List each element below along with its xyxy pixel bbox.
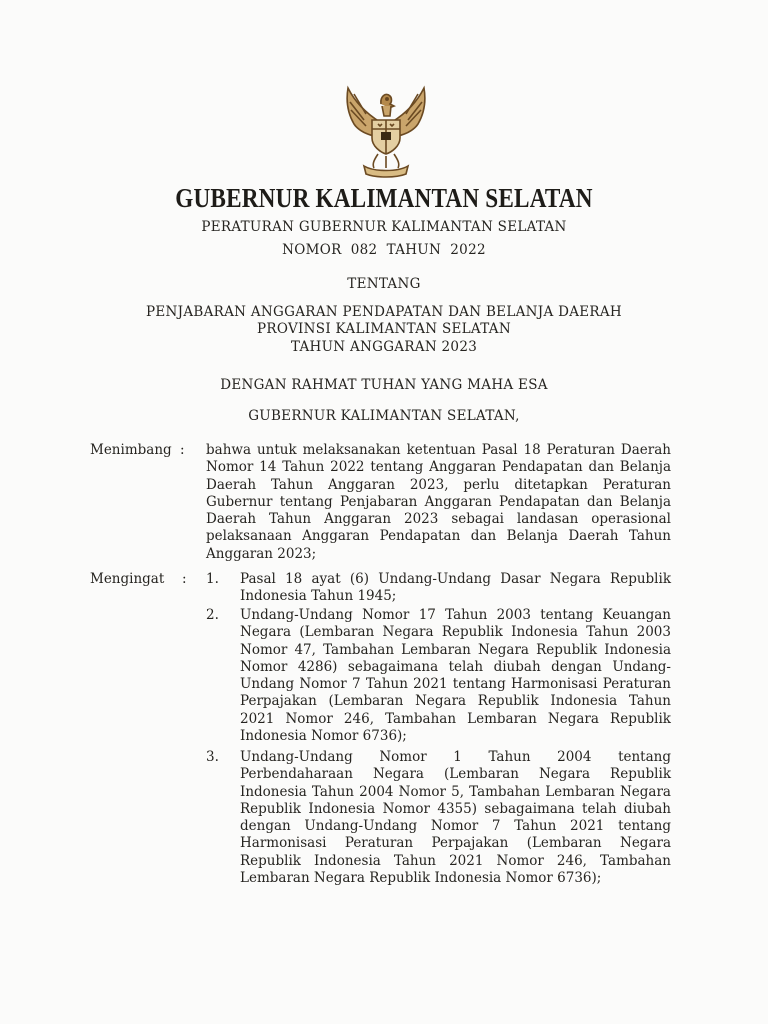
mengingat-label: Mengingat bbox=[90, 571, 165, 587]
page-title: GUBERNUR KALIMANTAN SELATAN bbox=[175, 183, 593, 213]
subject-line: PROVINSI KALIMANTAN SELATAN bbox=[257, 321, 511, 337]
list-item-number: 2. bbox=[206, 607, 219, 623]
menimbang-text: bahwa untuk melaksanakan ketentuan Pasal 18 Peraturan Daerah Nomor 14 Tahun 2022 tentang Anggaran Pendapatan dan Belanja Daerah Tahun Anggaran 2023, perlu ditetapkan Peraturan Gubernur tentang Penjabaran Anggaran Pendapatan dan Belanja Daerah Tahun Anggaran 2023 sebagai landasan operasional pelaksanaan Anggaran Pendapatan dan Belanja Daerah Tahun Anggaran 2023; bbox=[206, 442, 671, 562]
list-item-number: 3. bbox=[206, 749, 219, 765]
list-item: Undang-Undang Nomor 17 Tahun 2003 tentang Keuangan Negara (Lembaran Negara Republik Indonesia Tahun 2003 Nomor 47, Tambahan Lembaran Negara Republik Indonesia Nomor 4286) sebagaimana telah diubah dengan Undang-Undang Nomor 7 Tahun 2021 tentang Harmonisasi Peraturan Perpajakan (Lembaran Negara Republik Indonesia Tahun 2021 Nomor 246, Tambahan Lembaran Negara Republik Indonesia Nomor 6736); bbox=[240, 607, 671, 745]
about-heading: TENTANG bbox=[347, 276, 421, 292]
subject-line: TAHUN ANGGARAN 2023 bbox=[290, 339, 478, 355]
invocation: DENGAN RAHMAT TUHAN YANG MAHA ESA bbox=[220, 377, 548, 393]
subject-line: PENJABARAN ANGGARAN PENDAPATAN DAN BELANJA DAERAH bbox=[145, 304, 623, 320]
regulation-name: PERATURAN GUBERNUR KALIMANTAN SELATAN bbox=[201, 219, 567, 235]
menimbang-colon: : bbox=[180, 442, 185, 458]
menimbang-label: Menimbang bbox=[90, 442, 172, 458]
list-item: Pasal 18 ayat (6) Undang-Undang Dasar Negara Republik Indonesia Tahun 1945; bbox=[240, 571, 671, 605]
regulation-number: NOMOR 082 TAHUN 2022 bbox=[282, 242, 486, 258]
authority: GUBERNUR KALIMANTAN SELATAN, bbox=[248, 408, 520, 424]
list-item-number: 1. bbox=[206, 571, 219, 587]
garuda-emblem-icon bbox=[334, 82, 438, 178]
list-item: Undang-Undang Nomor 1 Tahun 2004 tentang Perbendaharaan Negara (Lembaran Negara Republik Indonesia Tahun 2004 Nomor 5, Tambahan Lembaran Negara Republik Indonesia Nomor 4355) sebagaimana telah diubah dengan Undang-Undang Nomor 7 Tahun 2021 tentang Harmonisasi Peraturan Perpajakan (Lembaran Negara Republik Indonesia Tahun 2021 Nomor 246, Tambahan Lembaran Negara Republik Indonesia Nomor 6736); bbox=[240, 749, 671, 887]
mengingat-colon: : bbox=[182, 571, 187, 587]
